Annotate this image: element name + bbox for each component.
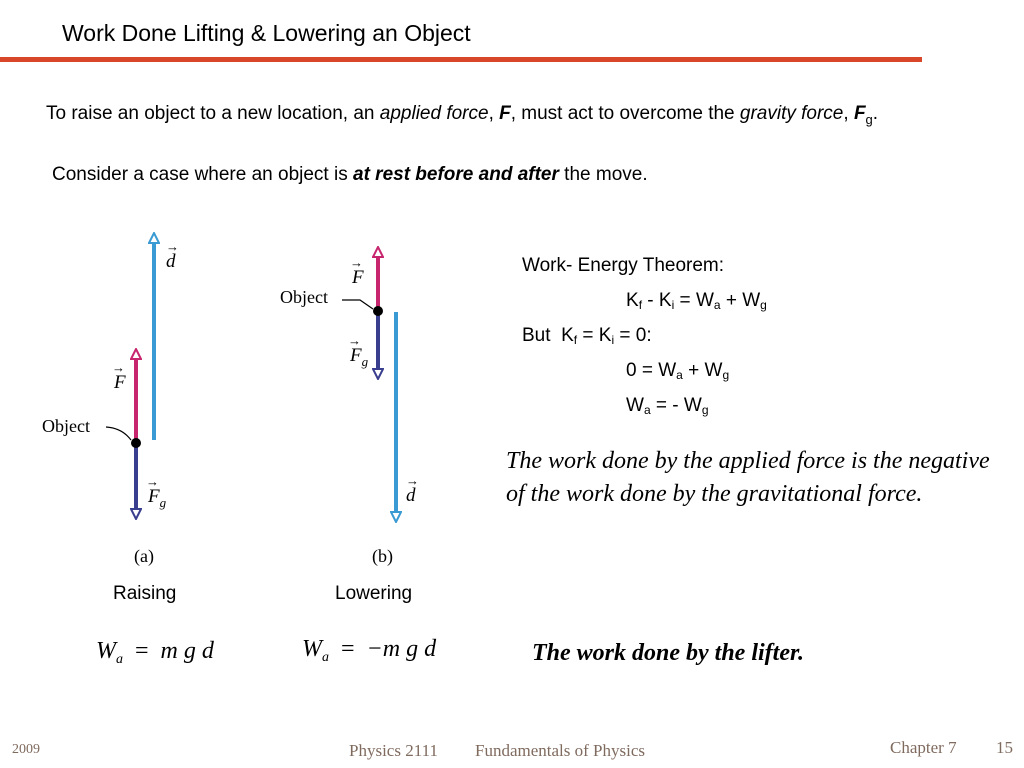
object-pointer-a bbox=[106, 427, 131, 440]
object-dot-b bbox=[373, 306, 383, 316]
caption-lowering: Lowering bbox=[335, 583, 413, 604]
theorem-line-4: $W_a$ = - $W_g$ bbox=[626, 395, 709, 417]
applied-force-statement: The work done by the applied force is the negative of the work done by the gravitational force. bbox=[506, 448, 990, 507]
work-energy-theorem bbox=[522, 248, 767, 423]
caption-raising: Raising bbox=[113, 583, 177, 604]
intro-condition: Consider a case where an object is at rest before and after the move. bbox=[52, 164, 648, 185]
theorem-line-3: $0 = W_a + W_g$ bbox=[626, 360, 730, 382]
object-label-b: Object bbox=[280, 287, 328, 307]
label-d-a: d bbox=[166, 251, 176, 272]
label-F-b: F bbox=[352, 267, 364, 288]
vector-hat-Fg-b: → bbox=[348, 333, 361, 348]
footer-page-number: 15 bbox=[996, 738, 1013, 757]
title-underline bbox=[0, 57, 922, 62]
intro-paragraph: To raise an object to a new location, an applied force, F, must act to overcome the gravity force, $F_g$. bbox=[46, 103, 879, 127]
theorem-heading: Work- Energy Theorem: bbox=[522, 255, 725, 276]
footer-course: Physics 2111 bbox=[349, 741, 438, 760]
equation-raising: $W_a = m$ g d bbox=[96, 638, 214, 667]
theorem-line-1: $K_f - K_i = W_a + W_g$ bbox=[626, 290, 767, 312]
footer-chapter: Chapter 7 bbox=[890, 738, 957, 757]
theorem-line-2: But $K_f = K_i = 0$: bbox=[522, 325, 652, 347]
label-Fg-a: $F_g$ bbox=[148, 486, 167, 510]
object-label-a: Object bbox=[42, 416, 90, 436]
vector-hat-F-b: → bbox=[350, 255, 363, 270]
object-pointer-b bbox=[342, 300, 373, 309]
vector-hat-Fg-a: → bbox=[146, 474, 159, 489]
force-diagram bbox=[30, 222, 450, 572]
label-d-b: d bbox=[406, 485, 416, 506]
label-F-a: F bbox=[114, 372, 126, 393]
equation-lowering: $W_a = -m$ g d bbox=[302, 636, 437, 665]
label-Fg-b: $F_g$ bbox=[350, 345, 369, 369]
object-dot-a bbox=[131, 438, 141, 448]
vector-hat-F-a: → bbox=[112, 360, 125, 375]
vector-hat-d-a: → bbox=[166, 239, 179, 254]
footer-year: 2009 bbox=[12, 742, 40, 757]
lifter-statement: The work done by the lifter. bbox=[532, 640, 804, 666]
caption-a: (a) bbox=[134, 546, 154, 566]
caption-b: (b) bbox=[372, 546, 393, 566]
vector-hat-d-b: → bbox=[406, 473, 419, 488]
footer-course-title: Fundamentals of Physics bbox=[475, 741, 645, 760]
slide-title: Work Done Lifting & Lowering an Object bbox=[62, 20, 471, 46]
